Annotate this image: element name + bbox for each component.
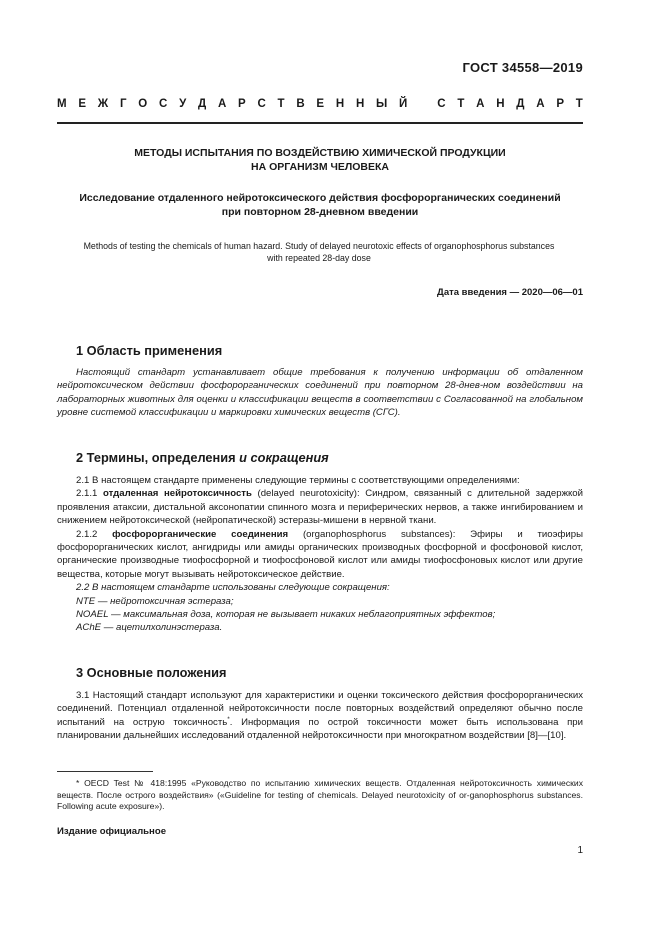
term-2-1-2-number: 2.1.2 — [76, 528, 113, 540]
section1-body — [57, 366, 583, 420]
english-title — [40, 240, 598, 264]
interstate-letter: А — [217, 98, 227, 110]
interstate-letter: С — [257, 98, 266, 110]
abbreviation-ache: AChE — ацетилхолинэстераза. — [76, 622, 223, 634]
term-2-1-1-number: 2.1.1 — [76, 488, 103, 500]
term-2-1-2-term: фосфорорганические соединения — [112, 528, 289, 540]
interstate-letter: Т — [457, 98, 465, 110]
official-edition-label: Издание официальное — [57, 826, 167, 837]
clause-3-1-text-a: 3.1 Настоящий стандарт используют для характеристики и оценки токсического действия фосфорорганических соединений. Потенциал отдаленной нейротоксичности после повторных воздействий определяют обычно после испытаний на острую токсичность — [57, 690, 583, 728]
abbreviation-nte: NTE — нейротоксичная эстераза; — [76, 595, 234, 607]
interstate-letter: Д — [197, 98, 207, 110]
interstate-letter: С — [158, 98, 168, 110]
interstate-letter: Т — [277, 98, 285, 110]
section2-heading — [76, 450, 329, 465]
sub-title-line2: при повторном 28-дневном введении — [221, 206, 419, 218]
interstate-letters — [57, 98, 583, 110]
interstate-letter: Д — [516, 98, 525, 110]
section3-heading: 3 Основные положения — [76, 665, 227, 680]
footnote-marker: * — [227, 715, 230, 723]
english-title-line1: Methods of testing the chemicals of human hazard. Study of delayed neurotoxic effects of organophosphorus substances — [83, 241, 555, 251]
interstate-letter: М — [57, 98, 67, 110]
main-title-line2: НА ОРГАНИЗМ ЧЕЛОВЕКА — [251, 161, 389, 173]
term-2-1-1 — [57, 487, 583, 527]
standard-code: ГОСТ 34558—2019 — [462, 60, 583, 75]
section3-body — [57, 689, 583, 743]
term-2-1-2 — [57, 528, 583, 582]
section2-heading-italic: и сокращения — [239, 450, 329, 465]
interstate-letter: В — [296, 98, 305, 110]
section2-heading-plain: 2 Термины, определения — [76, 450, 240, 465]
interstate-letter: Е — [316, 98, 325, 110]
interstate-letter: Т — [575, 98, 583, 110]
section1-text: Настоящий стандарт устанавливает общие требования к получению информации об отдаленном нейротоксическом действии фосфорорганических соединений при повторном 28-днев-ном воздействии на лабораторных животных для оценки и классификации веществ в соответствии с Согласованной на глобальном уровне системой классификации и маркировки химических веществ (СГС). — [57, 367, 583, 419]
interstate-letter: Е — [78, 98, 87, 110]
term-2-1-2-definition: (organophosphorus substances): Эфиры и тиоэфиры фосфорорганических кислот, ангидриды или амиды органических производных фосфорной и фосфоновой кислот, органические производные тиофосфорной и тиофосфоновой кислот или амиды тиофосфоновых кислот или другие вещества, которые могут вызывать нейротоксическое действие. — [57, 528, 583, 580]
footnote-text: * OECD Test № 418:1995 «Руководство по испытанию химических веществ. Отдаленная нейротоксичность химических веществ. После острого воздействия» («Guideline for testing of chemicals. Delayed neurotoxicity of or-ganophosphorus substances. Following acute exposure»). — [57, 778, 583, 812]
interstate-letter: А — [476, 98, 485, 110]
interstate-letter: Р — [556, 98, 564, 110]
term-2-1-1-definition: (delayed neurotoxicity): Синдром, связанный с длительной задержкой проявления атаксии, дистальной аксонопатии спинного мозга и периферических нервов, а также ингибированием и снижением нейротоксической (нейропатической) эстеразы-мишени в нервной ткани. — [57, 488, 583, 527]
interstate-standard-banner — [57, 98, 583, 110]
section1-heading: 1 Область применения — [76, 343, 223, 358]
interstate-letter: Й — [399, 98, 408, 110]
interstate-letter: Ж — [97, 98, 109, 110]
sub-title — [57, 191, 583, 219]
interstate-word-gap — [419, 98, 425, 110]
header-rule — [57, 122, 583, 124]
clause-3-1 — [57, 689, 583, 743]
main-title-line1: МЕТОДЫ ИСПЫТАНИЯ ПО ВОЗДЕЙСТВИЮ ХИМИЧЕСКОЙ ПРОДУКЦИИ — [134, 147, 506, 159]
interstate-letter: А — [536, 98, 545, 110]
footnote — [57, 778, 583, 813]
interstate-letter: Н — [355, 98, 365, 110]
interstate-letter: Р — [238, 98, 246, 110]
clause-3-1-text-b: . Информация по острой токсичности может быть использована при планировании дальнейших исследований отдаленной нейротоксичности при многократном воздействии [8]—[10]. — [57, 716, 583, 742]
term-2-1-1-term: отдаленная нейротоксичность — [102, 488, 252, 500]
interstate-letter: Н — [496, 98, 505, 110]
page-number: 1 — [577, 845, 583, 856]
introduction-date: Дата введения — 2020—06—01 — [437, 287, 583, 298]
interstate-letter: У — [179, 98, 187, 110]
footnote-rule — [57, 771, 153, 772]
main-title — [57, 146, 583, 174]
clause-2-2: 2.2 В настоящем стандарте использованы следующие сокращения: — [76, 582, 390, 594]
abbreviation-noael: NOAEL — максимальная доза, которая не вызывает никаких неблагоприятных эффектов; — [76, 609, 496, 621]
sub-title-line1: Исследование отдаленного нейротоксического действия фосфорорганических соединений — [79, 192, 561, 204]
interstate-letter: С — [437, 98, 446, 110]
clause-2-1: 2.1 В настоящем стандарте применены следующие термины с соответствующими определениями: — [76, 475, 520, 486]
interstate-letter: Г — [119, 98, 127, 110]
interstate-letter: Ы — [376, 98, 388, 110]
interstate-letter: О — [138, 98, 148, 110]
interstate-letter: Н — [335, 98, 345, 110]
section2-body — [57, 474, 583, 635]
english-title-line2: with repeated 28-day dose — [267, 253, 371, 263]
